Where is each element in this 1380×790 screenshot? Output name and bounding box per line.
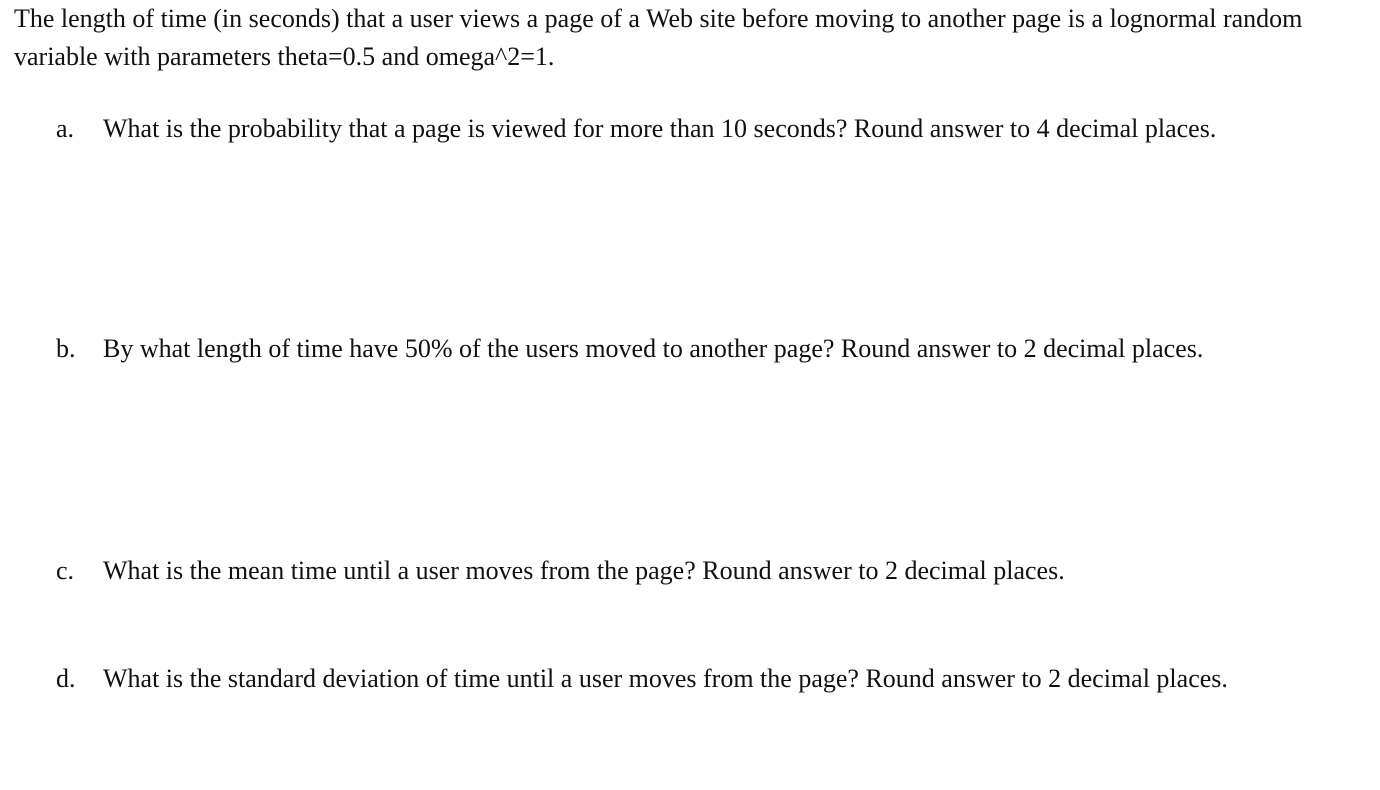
- question-c: [56, 552, 1356, 590]
- question-b-letter: b.: [56, 334, 76, 363]
- question-a: [56, 110, 1356, 148]
- question-d: [56, 660, 1356, 698]
- question-a-text: What is the probability that a page is viewed for more than 10 seconds? Round answer to 4 decimal places.: [103, 114, 1217, 143]
- problem-intro: The length of time (in seconds) that a user views a page of a Web site before moving to another page is a lognormal random variable with parameters theta=0.5 and omega^2=1.: [14, 4, 1303, 71]
- question-d-letter: d.: [56, 664, 76, 693]
- question-d-text: What is the standard deviation of time until a user moves from the page? Round answer to 2 decimal places.: [103, 664, 1228, 693]
- question-c-text: What is the mean time until a user moves from the page? Round answer to 2 decimal places.: [103, 556, 1065, 585]
- question-b: [56, 330, 1356, 368]
- question-b-text: By what length of time have 50% of the users moved to another page? Round answer to 2 decimal places.: [103, 334, 1204, 363]
- question-a-letter: a.: [56, 114, 75, 143]
- question-c-letter: c.: [56, 556, 75, 585]
